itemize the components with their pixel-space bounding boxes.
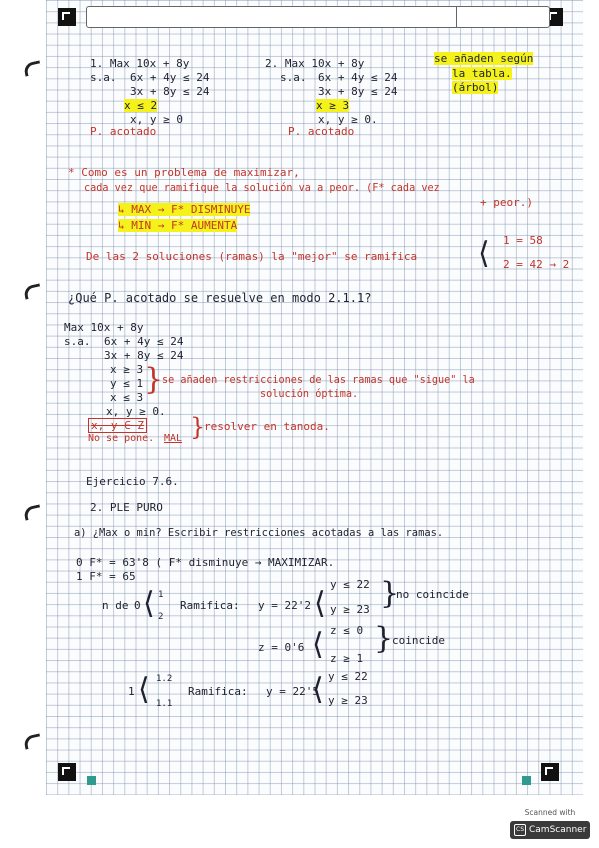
binder-ring-icon (23, 504, 42, 520)
model-c6: x, y ≥ 0. (106, 405, 166, 418)
teal-marker-icon (87, 776, 96, 785)
p1-c2: 3x + 8y ≤ 24 (130, 85, 210, 98)
exercise-a: a) ¿Max o min? Escribir restricciones acotadas a las ramas. (74, 527, 444, 539)
ex-fork-y2: ⟨ (312, 672, 324, 707)
corner-marker-icon (541, 763, 559, 781)
branch-rule-b1: 1 = 58 (503, 234, 543, 247)
exercise-title: Ejercicio 7.6. (86, 475, 179, 488)
model-c4: y ≤ 1 (110, 377, 144, 390)
model-header: Max 10x + 8y (64, 321, 144, 334)
ex-coincide: coincide (392, 634, 445, 647)
side-note-line1: se añaden según (434, 52, 534, 65)
ex-brace-2: } (374, 621, 394, 656)
ex-brace-1: } (380, 576, 400, 611)
ex-node-two: 2 (158, 612, 164, 622)
ex-za: z ≤ 0 (330, 624, 364, 637)
ex-node1: 1 (128, 685, 135, 698)
camscanner-icon: CS (514, 824, 526, 836)
p1-label: P. acotado (90, 125, 157, 138)
ex-fork-z: ⟨ (312, 627, 324, 662)
binder-ring-icon (23, 283, 42, 299)
branch-rule-text: De las 2 soluciones (ramas) la "mejor" se ramifica (86, 250, 418, 263)
ex-y2a: y ≤ 22 (328, 670, 368, 683)
ex-y1b: y ≥ 23 (330, 603, 370, 616)
note-line2: cada vez que ramifique la solución va a peor. (F* cada vez (84, 183, 440, 194)
ex-node-zero: 0 (134, 599, 141, 612)
note-max-line: ↳ MAX → F* DISMINUYE (118, 203, 251, 216)
side-note-line3: (árbol) (452, 81, 499, 94)
ex-y2: y = 22'5 (266, 685, 319, 698)
corner-marker-icon (58, 8, 76, 26)
p2-c4: x, y ≥ 0. (318, 113, 378, 126)
ex-zb: z ≥ 1 (330, 652, 364, 665)
model-brace-note3: resolver en tanoda. (204, 420, 330, 433)
ex-y1: y = 22'2 (258, 599, 311, 612)
p2-header: 2. Max 10x + 8y (265, 57, 365, 70)
ex-no-coincide: no coincide (396, 588, 469, 601)
p1-c3: x ≤ 2 (124, 99, 158, 112)
question-text: ¿Qué P. acotado se resuelve en modo 2.1.1? (68, 291, 372, 305)
model-c7: x, y ∈ Z (88, 418, 147, 433)
ex-y1a: y ≤ 22 (330, 578, 370, 591)
ex-node12: 1.2 (156, 674, 173, 684)
model-c1: 6x + 4y ≤ 24 (104, 335, 184, 348)
ex-n-de: n de (102, 599, 129, 612)
camscanner-name: CamScanner (529, 825, 587, 835)
p1-c4: x, y ≥ 0 (130, 113, 183, 126)
header-box (86, 6, 550, 28)
note-min-line: ↳ MIN → F* AUMENTA (118, 219, 238, 232)
camscanner-badge (510, 808, 590, 840)
p2-label: P. acotado (288, 125, 355, 138)
p1-sa: s.a. (90, 71, 117, 84)
p2-c1: 6x + 4y ≤ 24 (318, 71, 398, 84)
ex-fork-0: ⟨ (143, 586, 155, 621)
branch-rule-b2: 2 = 42 → 2 (503, 258, 570, 271)
ex-ramifica-1: Ramifica: (180, 599, 240, 612)
p2-sa: s.a. (280, 71, 307, 84)
model-c2: 3x + 8y ≤ 24 (104, 349, 184, 362)
ex-ramifica-2: Ramifica: (188, 685, 248, 698)
scanned-with-label: Scanned with (524, 808, 576, 817)
exercise-subtitle: 2. PLE PURO (90, 501, 163, 514)
exercise-f0: 0 F* = 63'8 ( F* disminuye → MAXIMIZAR. (76, 556, 335, 569)
model-brace-2: } (190, 413, 206, 441)
ex-y2b: y ≥ 23 (328, 694, 368, 707)
note-line1: * Como es un problema de maximizar, (68, 166, 300, 179)
model-c3: x ≥ 3 (110, 363, 144, 376)
model-brace: } (144, 362, 164, 397)
side-note-line2: la tabla. (452, 67, 512, 80)
teal-marker-icon (522, 776, 531, 785)
model-c8a: No se pone. (88, 433, 155, 444)
p1-c1: 6x + 4y ≤ 24 (130, 71, 210, 84)
binder-ring-icon (23, 733, 42, 749)
binder-ring-icon (23, 60, 42, 76)
p1-header: 1. Max 10x + 8y (90, 57, 190, 70)
model-c8b: MAL (164, 433, 183, 444)
p2-c2: 3x + 8y ≤ 24 (318, 85, 398, 98)
model-brace-note1: se añaden restricciones de las ramas que "sigue" la (162, 375, 475, 386)
ex-node11: 1.1 (156, 699, 173, 709)
model-sa: s.a. (64, 335, 91, 348)
ex-node-one: 1 (158, 590, 164, 600)
camscanner-logo (510, 821, 590, 839)
model-brace-note2: solución óptima. (260, 389, 359, 400)
ex-fork-y1: ⟨ (314, 586, 326, 621)
exercise-f1: 1 F* = 65 (76, 570, 136, 583)
corner-marker-icon (58, 763, 76, 781)
ex-z: z = 0'6 (258, 641, 305, 654)
p2-c3: x ≥ 3 (316, 99, 350, 112)
model-c5: x ≤ 3 (110, 391, 144, 404)
ex-fork-1: ⟨ (138, 672, 150, 707)
note-line2b: + peor.) (480, 196, 533, 209)
branch-rule-fork: ⟨ (478, 236, 490, 271)
